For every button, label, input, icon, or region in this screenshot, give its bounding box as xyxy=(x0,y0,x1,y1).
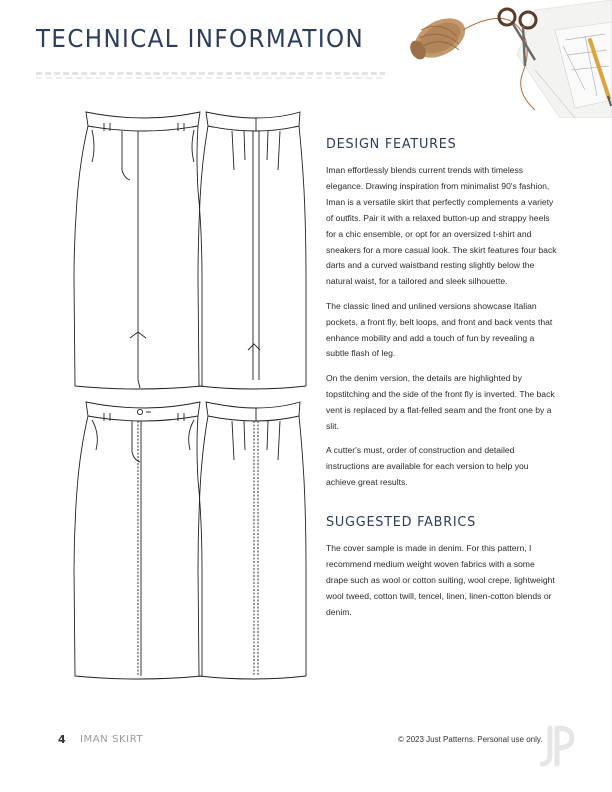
sewing-tools-illustration xyxy=(385,0,612,118)
design-paragraph-2: The classic lined and unlined versions showcase Italian pockets, a front fly, belt loops, and front and back vents that enhance mobility and add a touch of fun by revealing a subtle flash of leg. xyxy=(326,300,553,359)
design-paragraph-4: A cutter's must, order of construction and detailed instructions are available for each version to help you achieve great results. xyxy=(326,445,529,487)
sketch-classic-back xyxy=(198,112,306,389)
sketch-denim-back xyxy=(198,402,306,679)
sketch-classic-front xyxy=(74,112,202,389)
page-title: TECHNICAL INFORMATION xyxy=(36,24,365,53)
just-patterns-logo xyxy=(540,724,574,768)
copyright-notice: © 2023 Just Patterns. Personal use only. xyxy=(398,735,543,744)
suggested-fabrics-heading: SUGGESTED FABRICS xyxy=(326,514,477,531)
text-column xyxy=(326,136,558,629)
sketch-denim-front xyxy=(74,402,202,679)
fabrics-paragraph-1: The cover sample is made in denim. For this pattern, I recommend medium weight woven fabrics with a some drape such as wool or cotton suiting, wool crepe, lightweight wool tweed, cotton twill, tencel, linen, linen-cotton blends or denim. xyxy=(326,543,555,617)
page-number: 4 xyxy=(58,733,66,746)
technical-sketches xyxy=(60,100,310,700)
pattern-name: IMAN SKIRT xyxy=(80,734,144,745)
design-paragraph-1: Iman effortlessly blends current trends with timeless elegance. Drawing inspiration from minimalist 90's fashion, Iman is a versatile skirt that perfectly complements a variety of outfits. Pair it with a relaxed button-up and strappy heels for a chic ensemble, or opt for an oversized t-shirt and sneakers for a more casual look. The skirt features four back darts and a curved waistband resting slightly below the natural waist, for a tailored and sleek silhouette. xyxy=(326,165,557,287)
design-paragraph-3: On the denim version, the details are highlighted by topstitching and the side of the front fly is inverted. The back vent is replaced by a flat-felled seam and the front one by a slit. xyxy=(326,372,555,431)
design-features-heading: DESIGN FEATURES xyxy=(326,136,457,152)
